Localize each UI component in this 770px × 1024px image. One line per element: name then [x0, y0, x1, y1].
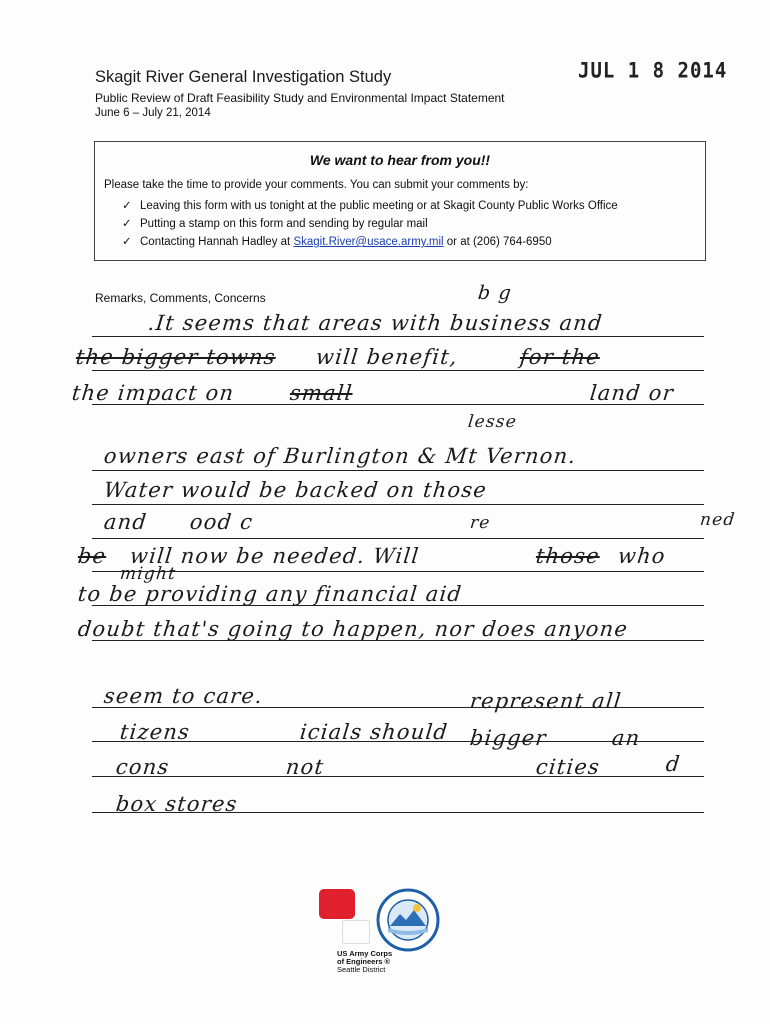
- document-subtitle: Public Review of Draft Feasibility Study and Environmental Impact Statement: [95, 91, 505, 105]
- handwriting-line: box stores: [114, 792, 239, 816]
- handwriting-line: and: [102, 510, 149, 534]
- handwriting-line: owners east of Burlington & Mt Vernon.: [102, 444, 578, 468]
- rule-line: [92, 571, 704, 572]
- handwriting-struck: be: [76, 544, 108, 568]
- rule-line: [92, 538, 704, 539]
- handwriting-line: not: [284, 755, 326, 779]
- handwriting-line: will benefit,: [314, 345, 460, 369]
- rule-line: [92, 370, 704, 371]
- usace-name-line2: of Engineers ®: [337, 957, 391, 966]
- box-intro: Please take the time to provide your comments. You can submit your comments by:: [104, 179, 529, 191]
- handwriting-line: tizens: [118, 720, 192, 744]
- option-text: or at (206) 764-6950: [443, 236, 552, 248]
- placeholder-square: [342, 920, 370, 944]
- option-leave-form: [122, 198, 618, 212]
- handwriting-line: ood c: [188, 510, 255, 534]
- check-icon: ✓: [122, 236, 132, 248]
- handwriting-insert: b g: [476, 282, 514, 304]
- rule-line: [92, 504, 704, 505]
- handwriting-fragment: ned: [698, 510, 737, 530]
- usace-logo-icon: [319, 889, 355, 919]
- handwriting-line: an: [610, 726, 642, 750]
- rule-line: [92, 776, 704, 777]
- option-mail: [122, 216, 428, 230]
- handwriting-fragment: re: [468, 513, 492, 533]
- handwriting-line: doubt that's going to happen, nor does anyone: [76, 617, 630, 641]
- handwriting-struck: those: [534, 544, 602, 568]
- remarks-label: Remarks, Comments, Concerns: [95, 291, 266, 305]
- handwriting-line: d: [664, 752, 682, 776]
- check-icon: ✓: [122, 218, 132, 230]
- date-stamp: JUL 1 8 2014: [578, 58, 728, 84]
- option-text: Putting a stamp on this form and sending by regular mail: [140, 218, 428, 230]
- handwriting-struck: the bigger towns: [74, 345, 278, 369]
- handwriting-insert: lesse: [466, 412, 519, 432]
- box-heading: We want to hear from you!!: [309, 152, 491, 168]
- skagit-county-seal-icon: [376, 888, 440, 952]
- instructions-box: [94, 141, 706, 261]
- option-text: Contacting Hannah Hadley at: [140, 236, 294, 248]
- handwriting-line: .It seems that areas with business and: [146, 311, 604, 335]
- handwriting-line: land or: [588, 381, 676, 405]
- handwriting-line: to be providing any financial aid: [76, 582, 464, 606]
- handwriting-struck: for the: [518, 345, 602, 369]
- document-title: Skagit River General Investigation Study: [95, 68, 392, 86]
- handwriting-line: represent all: [468, 689, 624, 713]
- handwriting-line: icials should: [298, 720, 450, 744]
- handwriting-line: will now be needed. Will: [128, 544, 421, 568]
- option-contact: [122, 234, 552, 248]
- handwriting-line: cities: [534, 755, 602, 779]
- usace-district: Seattle District: [337, 965, 386, 974]
- handwriting-line: who: [616, 544, 668, 568]
- handwriting-struck: small: [288, 381, 354, 405]
- check-icon: ✓: [122, 200, 132, 212]
- handwriting-line: cons: [114, 755, 171, 779]
- contact-email-link[interactable]: Skagit.River@usace.army.mil: [293, 236, 444, 248]
- handwriting-line: Water would be backed on those: [102, 478, 489, 502]
- review-dates: June 6 – July 21, 2014: [95, 107, 211, 119]
- handwriting-line: seem to care.: [102, 684, 265, 708]
- handwriting-line: the impact on: [70, 381, 236, 405]
- rule-line: [92, 470, 704, 471]
- handwriting-insert: might: [118, 564, 178, 584]
- option-text: Leaving this form with us tonight at the public meeting or at Skagit County Public Works Office: [140, 200, 618, 212]
- usace-name-line1: US Army Corps: [337, 949, 393, 958]
- rule-line: [92, 336, 704, 337]
- handwriting-line: bigger: [468, 726, 548, 750]
